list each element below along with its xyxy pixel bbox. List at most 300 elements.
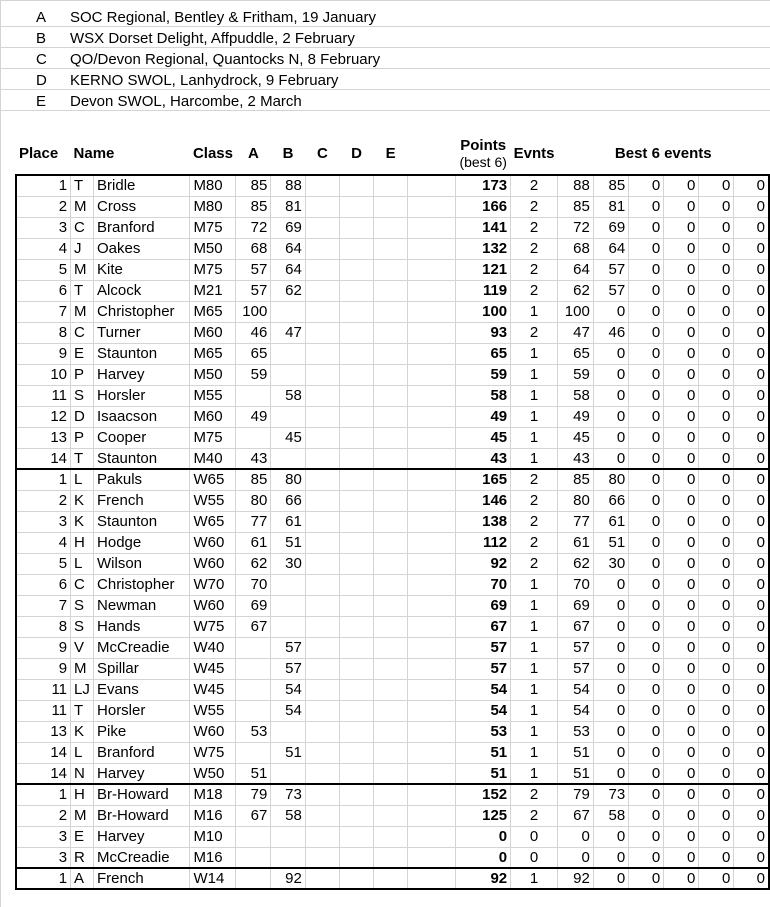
- best-event-cell: 0: [629, 427, 664, 448]
- score-b-cell: [271, 301, 305, 322]
- surname-cell: McCreadie: [94, 637, 190, 658]
- initial-cell: P: [71, 364, 94, 385]
- score-d-cell: [339, 763, 373, 784]
- score-a-cell: [236, 868, 271, 889]
- score-e-cell: [374, 469, 408, 490]
- events-count-cell: 1: [511, 427, 558, 448]
- best-event-cell: 61: [593, 511, 628, 532]
- event-code: D: [36, 72, 47, 89]
- header-e: E: [385, 145, 396, 162]
- events-count-cell: 1: [511, 448, 558, 469]
- best-event-cell: 0: [734, 574, 769, 595]
- score-b-cell: 80: [271, 469, 305, 490]
- events-count-cell: 2: [511, 280, 558, 301]
- score-b-cell: [271, 721, 305, 742]
- table-row: [16, 280, 769, 301]
- score-e-cell: [374, 511, 408, 532]
- best-event-cell: 0: [699, 301, 734, 322]
- score-e-cell: [374, 217, 408, 238]
- score-b-cell: 57: [271, 637, 305, 658]
- event-code: B: [36, 30, 47, 47]
- events-count-cell: 1: [511, 595, 558, 616]
- best-event-cell: 0: [593, 595, 628, 616]
- events-count-cell: 1: [511, 742, 558, 763]
- initial-cell: C: [71, 574, 94, 595]
- points-cell: 57: [456, 658, 511, 679]
- best-event-cell: 47: [558, 322, 594, 343]
- events-count-cell: 2: [511, 259, 558, 280]
- best-event-cell: 0: [629, 637, 664, 658]
- points-cell: 173: [456, 175, 511, 196]
- spacer-cell: [408, 847, 456, 868]
- points-cell: 54: [456, 700, 511, 721]
- best-event-cell: 0: [699, 322, 734, 343]
- table-row: [16, 259, 769, 280]
- best-event-cell: 0: [593, 826, 628, 847]
- surname-cell: Harvey: [94, 763, 190, 784]
- score-b-cell: [271, 616, 305, 637]
- best-event-cell: 0: [629, 259, 664, 280]
- initial-cell: L: [71, 742, 94, 763]
- table-row: [16, 742, 769, 763]
- best-event-cell: 0: [629, 553, 664, 574]
- score-c-cell: [305, 280, 339, 301]
- initial-cell: L: [71, 469, 94, 490]
- initial-cell: L: [71, 553, 94, 574]
- points-cell: 65: [456, 343, 511, 364]
- score-d-cell: [339, 637, 373, 658]
- score-e-cell: [374, 616, 408, 637]
- best-event-cell: 0: [593, 364, 628, 385]
- points-cell: 45: [456, 427, 511, 448]
- score-c-cell: [305, 427, 339, 448]
- best-event-cell: 0: [629, 175, 664, 196]
- best-event-cell: 67: [558, 805, 594, 826]
- table-row: [16, 427, 769, 448]
- events-count-cell: 2: [511, 490, 558, 511]
- class-cell: W60: [190, 721, 236, 742]
- best-event-cell: 0: [734, 763, 769, 784]
- best-event-cell: 0: [664, 532, 699, 553]
- score-c-cell: [305, 763, 339, 784]
- best-event-cell: 0: [593, 343, 628, 364]
- surname-cell: Isaacson: [94, 406, 190, 427]
- class-cell: W60: [190, 553, 236, 574]
- place-cell: 6: [16, 280, 71, 301]
- best-event-cell: 88: [558, 175, 594, 196]
- best-event-cell: 0: [629, 721, 664, 742]
- best-event-cell: 64: [593, 238, 628, 259]
- spacer-cell: [408, 448, 456, 469]
- best-event-cell: 0: [664, 595, 699, 616]
- best-event-cell: 0: [699, 532, 734, 553]
- score-a-cell: [236, 637, 271, 658]
- class-cell: M65: [190, 301, 236, 322]
- best-event-cell: 0: [664, 868, 699, 889]
- score-e-cell: [374, 574, 408, 595]
- place-cell: 1: [16, 175, 71, 196]
- best-event-cell: 0: [664, 847, 699, 868]
- points-cell: 0: [456, 847, 511, 868]
- spacer-cell: [408, 616, 456, 637]
- class-cell: W45: [190, 679, 236, 700]
- score-c-cell: [305, 322, 339, 343]
- place-cell: 9: [16, 343, 71, 364]
- table-row: [16, 364, 769, 385]
- points-cell: 125: [456, 805, 511, 826]
- spacer-cell: [408, 805, 456, 826]
- class-cell: W70: [190, 574, 236, 595]
- points-cell: 69: [456, 595, 511, 616]
- best-event-cell: 0: [734, 616, 769, 637]
- score-e-cell: [374, 196, 408, 217]
- table-row: [16, 574, 769, 595]
- initial-cell: M: [71, 259, 94, 280]
- best-event-cell: 0: [699, 280, 734, 301]
- surname-cell: Br-Howard: [94, 784, 190, 805]
- best-event-cell: 0: [699, 175, 734, 196]
- score-e-cell: [374, 259, 408, 280]
- points-cell: 53: [456, 721, 511, 742]
- events-count-cell: 1: [511, 616, 558, 637]
- class-cell: W60: [190, 532, 236, 553]
- events-count-cell: 2: [511, 532, 558, 553]
- best-event-cell: 0: [734, 343, 769, 364]
- score-b-cell: [271, 595, 305, 616]
- place-cell: 1: [16, 784, 71, 805]
- class-cell: W14: [190, 868, 236, 889]
- score-c-cell: [305, 217, 339, 238]
- best-event-cell: 100: [558, 301, 594, 322]
- best-event-cell: 0: [664, 385, 699, 406]
- best-event-cell: 0: [734, 784, 769, 805]
- events-count-cell: 1: [511, 637, 558, 658]
- place-cell: 10: [16, 364, 71, 385]
- events-count-cell: 1: [511, 679, 558, 700]
- surname-cell: Harvey: [94, 826, 190, 847]
- events-count-cell: 2: [511, 322, 558, 343]
- best-event-cell: 0: [734, 826, 769, 847]
- score-d-cell: [339, 595, 373, 616]
- class-cell: M75: [190, 259, 236, 280]
- points-cell: 57: [456, 637, 511, 658]
- table-row: [16, 868, 769, 889]
- header-a: A: [247, 145, 259, 162]
- best-event-cell: 0: [699, 679, 734, 700]
- score-e-cell: [374, 301, 408, 322]
- event-code: E: [36, 93, 47, 110]
- best-event-cell: 0: [734, 700, 769, 721]
- best-event-cell: 0: [629, 616, 664, 637]
- best-event-cell: 0: [664, 721, 699, 742]
- score-b-cell: 92: [271, 868, 305, 889]
- best-event-cell: 0: [699, 574, 734, 595]
- score-e-cell: [374, 175, 408, 196]
- surname-cell: Horsler: [94, 385, 190, 406]
- score-b-cell: [271, 763, 305, 784]
- score-c-cell: [305, 616, 339, 637]
- initial-cell: M: [71, 196, 94, 217]
- best-event-cell: 0: [699, 385, 734, 406]
- score-d-cell: [339, 868, 373, 889]
- events-count-cell: 2: [511, 175, 558, 196]
- best-event-cell: 0: [664, 805, 699, 826]
- best-event-cell: 0: [664, 196, 699, 217]
- score-d-cell: [339, 427, 373, 448]
- best-event-cell: 0: [629, 700, 664, 721]
- best-event-cell: 80: [593, 469, 628, 490]
- best-event-cell: 0: [664, 553, 699, 574]
- header-d: D: [351, 145, 362, 162]
- table-row: [16, 469, 769, 490]
- score-c-cell: [305, 343, 339, 364]
- score-b-cell: 69: [271, 217, 305, 238]
- best-event-cell: 0: [734, 280, 769, 301]
- score-c-cell: [305, 721, 339, 742]
- score-d-cell: [339, 406, 373, 427]
- score-e-cell: [374, 532, 408, 553]
- best-event-cell: 0: [629, 238, 664, 259]
- best-event-cell: 0: [664, 427, 699, 448]
- best-event-cell: 0: [664, 175, 699, 196]
- score-d-cell: [339, 175, 373, 196]
- table-row: [16, 175, 769, 196]
- score-e-cell: [374, 847, 408, 868]
- best-event-cell: 0: [734, 511, 769, 532]
- score-a-cell: 85: [236, 196, 271, 217]
- class-cell: W75: [190, 742, 236, 763]
- surname-cell: Cross: [94, 196, 190, 217]
- spacer-cell: [408, 721, 456, 742]
- best-event-cell: 81: [593, 196, 628, 217]
- spacer-cell: [408, 784, 456, 805]
- header-place: Place: [19, 145, 59, 162]
- best-event-cell: 0: [664, 406, 699, 427]
- best-event-cell: 0: [629, 196, 664, 217]
- points-cell: 58: [456, 385, 511, 406]
- class-cell: M80: [190, 196, 236, 217]
- best-event-cell: 0: [699, 721, 734, 742]
- table-row: [16, 448, 769, 469]
- score-c-cell: [305, 490, 339, 511]
- event-legend: [0, 6, 770, 111]
- score-b-cell: 54: [271, 700, 305, 721]
- best-event-cell: 62: [558, 280, 594, 301]
- best-event-cell: 0: [699, 343, 734, 364]
- events-count-cell: 2: [511, 469, 558, 490]
- best-event-cell: 0: [593, 721, 628, 742]
- best-event-cell: 77: [558, 511, 594, 532]
- spacer-cell: [408, 532, 456, 553]
- place-cell: 14: [16, 448, 71, 469]
- table-row: [16, 238, 769, 259]
- event-name: Devon SWOL, Harcombe, 2 March: [70, 93, 302, 110]
- score-c-cell: [305, 868, 339, 889]
- initial-cell: C: [71, 322, 94, 343]
- initial-cell: S: [71, 385, 94, 406]
- place-cell: 5: [16, 259, 71, 280]
- best-event-cell: 0: [629, 217, 664, 238]
- best-event-cell: 0: [699, 658, 734, 679]
- score-c-cell: [305, 364, 339, 385]
- points-cell: 49: [456, 406, 511, 427]
- best-event-cell: 30: [593, 553, 628, 574]
- place-cell: 2: [16, 805, 71, 826]
- score-d-cell: [339, 280, 373, 301]
- spacer-cell: [408, 826, 456, 847]
- best-event-cell: 0: [699, 637, 734, 658]
- score-b-cell: 57: [271, 658, 305, 679]
- table-row: [16, 679, 769, 700]
- best-event-cell: 0: [629, 805, 664, 826]
- events-count-cell: 1: [511, 364, 558, 385]
- best-event-cell: 0: [629, 322, 664, 343]
- best-event-cell: 0: [734, 532, 769, 553]
- header-points-sub: (best 6): [459, 153, 507, 170]
- score-e-cell: [374, 490, 408, 511]
- score-c-cell: [305, 175, 339, 196]
- score-a-cell: 65: [236, 343, 271, 364]
- best-event-cell: 79: [558, 784, 594, 805]
- best-event-cell: 0: [629, 343, 664, 364]
- score-a-cell: 80: [236, 490, 271, 511]
- score-d-cell: [339, 826, 373, 847]
- best-event-cell: 64: [558, 259, 594, 280]
- best-event-cell: 0: [629, 574, 664, 595]
- score-b-cell: 30: [271, 553, 305, 574]
- header-points: [456, 133, 511, 175]
- best-event-cell: 57: [593, 280, 628, 301]
- table-row: [16, 553, 769, 574]
- header-row: [16, 133, 769, 175]
- events-count-cell: 2: [511, 217, 558, 238]
- best-event-cell: 0: [734, 637, 769, 658]
- class-cell: M10: [190, 826, 236, 847]
- initial-cell: H: [71, 532, 94, 553]
- initial-cell: R: [71, 847, 94, 868]
- best-event-cell: 66: [593, 490, 628, 511]
- spacer-cell: [408, 595, 456, 616]
- score-c-cell: [305, 805, 339, 826]
- class-cell: W45: [190, 658, 236, 679]
- surname-cell: Bridle: [94, 175, 190, 196]
- best-event-cell: 58: [593, 805, 628, 826]
- score-a-cell: 53: [236, 721, 271, 742]
- table-row: [16, 511, 769, 532]
- spacer-cell: [408, 238, 456, 259]
- header-name: Name: [73, 145, 115, 162]
- class-cell: W60: [190, 595, 236, 616]
- surname-cell: Alcock: [94, 280, 190, 301]
- score-b-cell: 58: [271, 805, 305, 826]
- score-b-cell: [271, 574, 305, 595]
- spacer-cell: [408, 574, 456, 595]
- table-row: [16, 784, 769, 805]
- events-count-cell: 1: [511, 658, 558, 679]
- best-event-cell: 0: [699, 763, 734, 784]
- score-b-cell: 73: [271, 784, 305, 805]
- points-cell: 132: [456, 238, 511, 259]
- surname-cell: Pakuls: [94, 469, 190, 490]
- initial-cell: N: [71, 763, 94, 784]
- score-b-cell: 64: [271, 238, 305, 259]
- class-cell: W55: [190, 490, 236, 511]
- place-cell: 7: [16, 301, 71, 322]
- best-event-cell: 0: [664, 742, 699, 763]
- best-event-cell: 0: [734, 868, 769, 889]
- initial-cell: M: [71, 658, 94, 679]
- best-event-cell: 0: [699, 868, 734, 889]
- score-d-cell: [339, 469, 373, 490]
- best-event-cell: 85: [593, 175, 628, 196]
- score-e-cell: [374, 238, 408, 259]
- place-cell: 3: [16, 826, 71, 847]
- event-legend-row: [0, 69, 770, 90]
- best-event-cell: 0: [734, 385, 769, 406]
- events-count-cell: 2: [511, 805, 558, 826]
- best-event-cell: 0: [699, 217, 734, 238]
- score-a-cell: 85: [236, 175, 271, 196]
- spacer-cell: [408, 553, 456, 574]
- score-e-cell: [374, 427, 408, 448]
- best-event-cell: 57: [593, 259, 628, 280]
- score-a-cell: 49: [236, 406, 271, 427]
- events-count-cell: 2: [511, 784, 558, 805]
- event-legend-row: [0, 6, 770, 27]
- score-a-cell: [236, 847, 271, 868]
- class-cell: M50: [190, 238, 236, 259]
- score-c-cell: [305, 826, 339, 847]
- surname-cell: Oakes: [94, 238, 190, 259]
- table-row: [16, 763, 769, 784]
- surname-cell: Cooper: [94, 427, 190, 448]
- best-event-cell: 0: [593, 763, 628, 784]
- score-d-cell: [339, 847, 373, 868]
- spacer-cell: [408, 385, 456, 406]
- points-cell: 93: [456, 322, 511, 343]
- best-event-cell: 0: [629, 511, 664, 532]
- score-a-cell: 51: [236, 763, 271, 784]
- score-d-cell: [339, 490, 373, 511]
- score-b-cell: [271, 448, 305, 469]
- spacer-cell: [408, 763, 456, 784]
- surname-cell: McCreadie: [94, 847, 190, 868]
- score-a-cell: 62: [236, 553, 271, 574]
- best-event-cell: 0: [699, 784, 734, 805]
- best-event-cell: 67: [558, 616, 594, 637]
- best-event-cell: 0: [699, 826, 734, 847]
- best-event-cell: 0: [629, 490, 664, 511]
- best-event-cell: 0: [699, 805, 734, 826]
- score-c-cell: [305, 448, 339, 469]
- points-cell: 141: [456, 217, 511, 238]
- score-d-cell: [339, 805, 373, 826]
- class-cell: W65: [190, 469, 236, 490]
- best-event-cell: 54: [558, 679, 594, 700]
- score-b-cell: 45: [271, 427, 305, 448]
- class-cell: M75: [190, 427, 236, 448]
- points-cell: 43: [456, 448, 511, 469]
- events-count-cell: 1: [511, 406, 558, 427]
- initial-cell: T: [71, 700, 94, 721]
- best-event-cell: 49: [558, 406, 594, 427]
- place-cell: 3: [16, 511, 71, 532]
- event-code: C: [36, 51, 47, 68]
- class-cell: M16: [190, 805, 236, 826]
- points-cell: 59: [456, 364, 511, 385]
- best-event-cell: 0: [699, 364, 734, 385]
- score-e-cell: [374, 679, 408, 700]
